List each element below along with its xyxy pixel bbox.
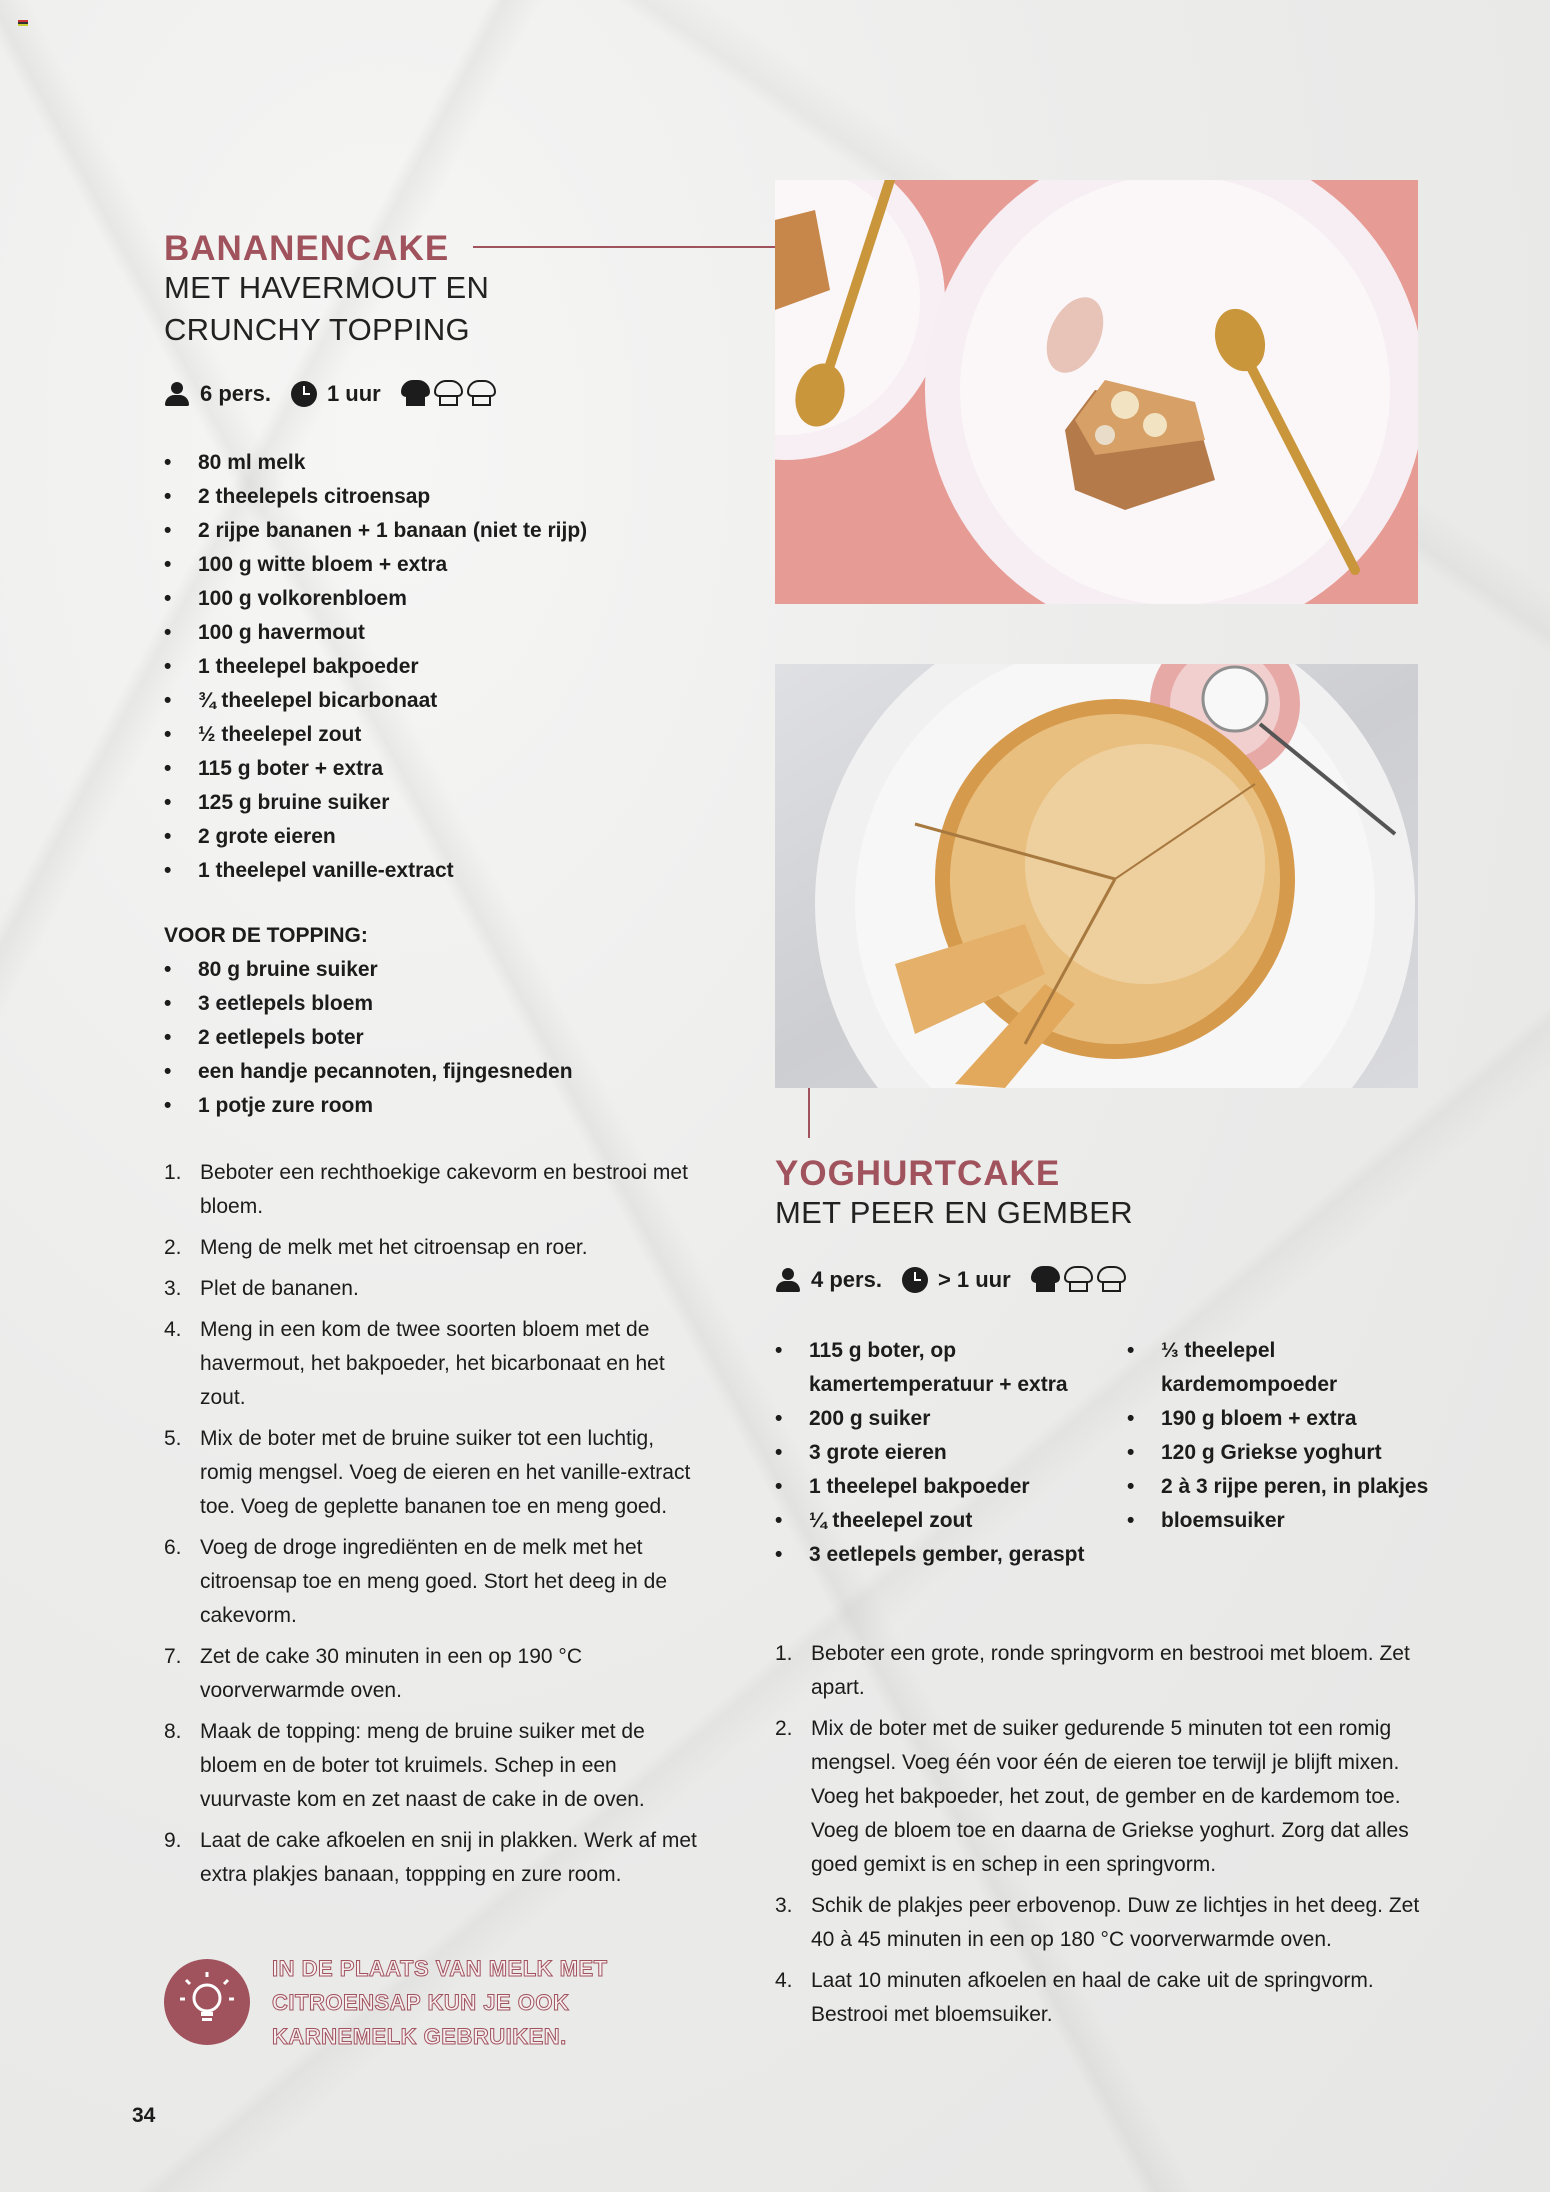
step-text: Mix de boter met de suiker gedurende 5 minuten tot een romig mengsel. Voeg één voor één de eieren toe terwijl je blijft mixen. Voeg het bakpoeder, het zout, de gember en de kardemom toe. Voeg de bloem toe en daarna de Griekse yoghurt. Zorg dat alles goed gemixt is en schep in een springvorm.	[811, 1717, 1409, 1876]
recipe1-difficulty	[401, 380, 496, 407]
step-text: Beboter een grote, ronde springvorm en bestrooi met bloem. Zet apart.	[811, 1642, 1410, 1699]
step-item	[164, 1231, 706, 1265]
step-number: 3.	[164, 1277, 182, 1300]
recipe1-tip: IN DE PLAATS VAN MELK MET CITROENSAP KUN JE OOK KARNEMELK GEBRUIKEN.	[272, 1956, 608, 2049]
ingredient-item: • 100 g havermout	[164, 616, 724, 650]
ingredient-item: • 1 theelepel vanille-extract	[164, 854, 724, 888]
step-text: Schik de plakjes peer erbovenop. Duw ze lichtjes in het deeg. Zet 40 à 45 minuten in een op 180 °C voorverwarmde oven.	[811, 1894, 1420, 1951]
step-item	[164, 1531, 706, 1633]
step-item	[164, 1272, 706, 1306]
step-number: 5.	[164, 1427, 182, 1450]
step-item	[164, 1156, 706, 1224]
ingredient-item: • 2 à 3 rijpe peren, in plakjes	[1127, 1470, 1447, 1504]
ingredient-item: • ⅓ theelepel kardemompoeder	[1127, 1334, 1447, 1402]
recipe2-title-rule	[808, 1088, 810, 1138]
recipe2-steps	[775, 1637, 1435, 2039]
ingredient-item: • een handje pecannoten, fijngesneden	[164, 1055, 724, 1089]
step-text: Beboter een rechthoekige cakevorm en bestrooi met bloem.	[200, 1161, 688, 1218]
step-item	[775, 1889, 1435, 1957]
step-item	[164, 1640, 706, 1708]
step-number: 7.	[164, 1645, 182, 1668]
recipe1-steps	[164, 1156, 706, 1899]
recipe2-ingredients-col2	[1127, 1334, 1447, 1538]
ingredient-item: • 190 g bloem + extra	[1127, 1402, 1447, 1436]
step-number: 4.	[775, 1969, 793, 1992]
step-text: Mix de boter met de bruine suiker tot een luchtig, romig mengsel. Voeg de eieren en het vanille-extract toe. Voeg de geplette bananen toe en meng goed.	[200, 1427, 691, 1518]
step-item	[164, 1824, 706, 1892]
chef-hat-icon	[1064, 1266, 1093, 1293]
page-corner-mark	[18, 20, 28, 26]
step-text: Zet de cake 30 minuten in een op 190 °C voorverwarmde oven.	[200, 1645, 582, 1702]
step-text: Meng in een kom de twee soorten bloem met de havermout, het bakpoeder, het bicarbonaat en het zout.	[200, 1318, 665, 1409]
step-text: Meng de melk met het citroensap en roer.	[200, 1236, 588, 1259]
ingredient-item: • ¼ theelepel zout	[775, 1504, 1095, 1538]
step-item	[164, 1313, 706, 1415]
step-item	[775, 1637, 1435, 1705]
person-icon	[775, 1267, 801, 1293]
recipe2-ingredients-col1	[775, 1334, 1095, 1572]
yoghurtcake-photo	[775, 664, 1418, 1088]
ingredient-item: • 2 eetlepels boter	[164, 1021, 724, 1055]
step-text: Maak de topping: meng de bruine suiker met de bloem en de boter tot kruimels. Schep in een vuurvaste kom en zet naast de cake in de oven.	[200, 1720, 645, 1811]
recipe1-title: BANANENCAKE	[164, 229, 450, 268]
ingredient-item: • 2 theelepels citroensap	[164, 480, 724, 514]
recipe2-difficulty	[1031, 1266, 1126, 1293]
ingredient-item: • 100 g volkorenbloem	[164, 582, 724, 616]
person-icon	[164, 381, 190, 407]
ingredient-item: • bloemsuiker	[1127, 1504, 1447, 1538]
chef-hat-icon	[1097, 1266, 1126, 1293]
step-text: Voeg de droge ingrediënten en de melk met het citroensap toe en meng goed. Stort het deeg in de cakevorm.	[200, 1536, 667, 1627]
ingredient-item: • 115 g boter + extra	[164, 752, 724, 786]
bananacake-photo	[775, 180, 1418, 604]
step-number: 9.	[164, 1829, 182, 1852]
recipe1-subtitle	[164, 267, 489, 351]
step-number: 2.	[775, 1717, 793, 1740]
step-number: 6.	[164, 1536, 182, 1559]
step-number: 4.	[164, 1318, 182, 1341]
step-item	[164, 1422, 706, 1524]
clock-icon	[902, 1267, 928, 1293]
recipe1-persons: 6 pers.	[200, 380, 271, 406]
ingredient-item: • 1 potje zure room	[164, 1089, 724, 1123]
recipe1-meta	[164, 380, 496, 407]
recipe2-subtitle	[775, 1192, 1133, 1234]
step-item	[164, 1715, 706, 1817]
step-item	[775, 1712, 1435, 1882]
step-number: 8.	[164, 1720, 182, 1743]
recipe2-meta	[775, 1266, 1126, 1293]
tip-badge	[164, 1959, 250, 2045]
clock-icon	[291, 381, 317, 407]
ingredient-item: • 200 g suiker	[775, 1402, 1095, 1436]
page-number: 34	[132, 2104, 156, 2127]
step-text: Plet de bananen.	[200, 1277, 359, 1300]
ingredient-item: • 3 eetlepels bloem	[164, 987, 724, 1021]
ingredient-item: • 100 g witte bloem + extra	[164, 548, 724, 582]
ingredient-item: • 80 g bruine suiker	[164, 953, 724, 987]
ingredient-item: • 1 theelepel bakpoeder	[775, 1470, 1095, 1504]
recipe1-topping-heading: VOOR DE TOPPING:	[164, 924, 368, 947]
lightbulb-icon	[164, 1959, 250, 2045]
ingredient-item: • 125 g bruine suiker	[164, 786, 724, 820]
ingredient-item: • 115 g boter, op kamertemperatuur + extra	[775, 1334, 1095, 1402]
recipe1-subtitle-line-1: MET HAVERMOUT EN	[164, 270, 490, 305]
step-number: 1.	[775, 1642, 793, 1665]
step-item	[775, 1964, 1435, 2032]
ingredient-item: • 80 ml melk	[164, 446, 724, 480]
recipe2-persons: 4 pers.	[811, 1266, 882, 1292]
ingredient-item: • ½ theelepel zout	[164, 718, 724, 752]
recipe1-topping-list	[164, 953, 724, 1123]
ingredient-item: • 1 theelepel bakpoeder	[164, 650, 724, 684]
step-number: 1.	[164, 1161, 182, 1184]
chef-hat-icon	[1031, 1266, 1060, 1293]
ingredient-item: • ¾ theelepel bicarbonaat	[164, 684, 724, 718]
chef-hat-icon	[467, 380, 496, 407]
step-text: Laat 10 minuten afkoelen en haal de cake uit de springvorm. Bestrooi met bloemsuiker.	[811, 1969, 1374, 2026]
recipe1-time: 1 uur	[326, 380, 381, 406]
recipe1-ingredients	[164, 446, 724, 888]
ingredient-item: • 2 grote eieren	[164, 820, 724, 854]
recipe1-title-rule	[473, 246, 775, 248]
recipe2-title: YOGHURTCAKE	[775, 1154, 1061, 1193]
ingredient-item: • 3 grote eieren	[775, 1436, 1095, 1470]
ingredient-item: • 120 g Griekse yoghurt	[1127, 1436, 1447, 1470]
recipe2-time: > 1 uur	[937, 1266, 1011, 1292]
step-number: 2.	[164, 1236, 182, 1259]
chef-hat-icon	[434, 380, 463, 407]
step-text: Laat de cake afkoelen en snij in plakken. Werk af met extra plakjes banaan, toppping en zure room.	[200, 1829, 697, 1886]
recipe1-subtitle-line-2: CRUNCHY TOPPING	[164, 312, 470, 347]
step-number: 3.	[775, 1894, 793, 1917]
ingredient-item: • 2 rijpe bananen + 1 banaan (niet te rijp)	[164, 514, 724, 548]
recipe2-subtitle-line-1: MET PEER EN GEMBER	[775, 1195, 1133, 1230]
chef-hat-icon	[401, 380, 430, 407]
ingredient-item: • 3 eetlepels gember, geraspt	[775, 1538, 1095, 1572]
